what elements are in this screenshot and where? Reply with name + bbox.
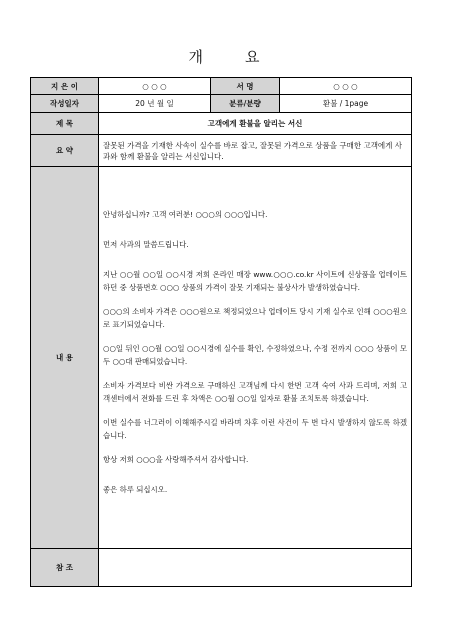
page-title-left: 개 bbox=[188, 48, 205, 66]
subject-row bbox=[31, 113, 412, 135]
writer-value[interactable]: ○ ○ ○ bbox=[99, 78, 211, 95]
content-label: 내 용 bbox=[31, 167, 99, 549]
category-label: 분류/분량 bbox=[211, 95, 280, 113]
reference-label: 참 조 bbox=[31, 549, 99, 587]
category-value[interactable]: 환불 / 1page bbox=[280, 95, 412, 113]
summary-value[interactable]: 잘못된 가격을 기재한 사속이 실수를 바로 잡고, 잘못된 가격으로 상품을 구매한 고객에게 사과와 함께 환불을 알리는 서신입니다. bbox=[99, 135, 412, 167]
reference-value[interactable] bbox=[99, 549, 412, 587]
reference-row bbox=[31, 549, 412, 587]
overview-form-table bbox=[30, 77, 412, 587]
writer-label: 지 은 이 bbox=[31, 78, 99, 95]
date-row bbox=[31, 95, 412, 113]
content-row bbox=[31, 167, 412, 549]
thanks-paragraph: 항상 저희 ○○○을 사랑해주셔서 감사합니다. bbox=[103, 455, 249, 464]
page-title-right: 요 bbox=[245, 48, 262, 66]
sign-label: 서 명 bbox=[211, 78, 280, 95]
summary-label: 요 약 bbox=[31, 135, 99, 167]
subject-label: 제 목 bbox=[31, 113, 99, 135]
writer-row bbox=[31, 78, 412, 95]
subject-value[interactable]: 고객에게 환불을 알리는 서신 bbox=[99, 113, 412, 135]
price-paragraph: ○○○의 소비자 가격은 ○○○원으로 책정되었으나 업데이트 당시 기재 실수로 인해 ○○○원으로 표기되었습니다. bbox=[103, 307, 407, 329]
refund-paragraph: 소비자 가격보다 비싼 가격으로 구매하신 고객님께 다시 한번 고객 숙여 사과 드리며, 저희 고객센터에서 전화를 드린 후 차액은 ○○월 ○○일 일자로 환불 조치토록 하겠습니다. bbox=[103, 381, 407, 403]
content-body[interactable] bbox=[99, 167, 412, 549]
sign-value[interactable]: ○ ○ ○ bbox=[280, 78, 412, 95]
page-title bbox=[0, 46, 450, 67]
date-label: 작성일자 bbox=[31, 95, 99, 113]
date-value[interactable]: 20 년 월 일 bbox=[99, 95, 211, 113]
closing-paragraph: 좋은 하루 되십시오. bbox=[103, 485, 168, 494]
promise-paragraph: 이번 실수를 너그러이 이해해주시길 바라며 차후 이런 사건이 두 번 다시 발생하지 않도록 하겠습니다. bbox=[103, 418, 407, 440]
sales-paragraph: ○○일 뒤인 ○○월 ○○일 ○○시경에 실수를 확인, 수정하였으나, 수정 전까지 ○○○ 상품이 모두 ○○대 판매되었습니다. bbox=[103, 344, 407, 366]
summary-row bbox=[31, 135, 412, 167]
incident-paragraph: 지난 ○○월 ○○일 ○○시경 저희 온라인 매장 www.○○○.co.kr 사이트에 신상품을 업데이트 하던 중 상품번호 ○○○ 상품의 가격이 잘못 기재되는 불상사가 발생하였습니다. bbox=[103, 270, 407, 292]
greeting-paragraph: 안녕하십니까? 고객 여러분! ○○○의 ○○○입니다. bbox=[103, 210, 268, 219]
apology-paragraph: 먼저 사과의 말씀드립니다. bbox=[103, 240, 189, 249]
